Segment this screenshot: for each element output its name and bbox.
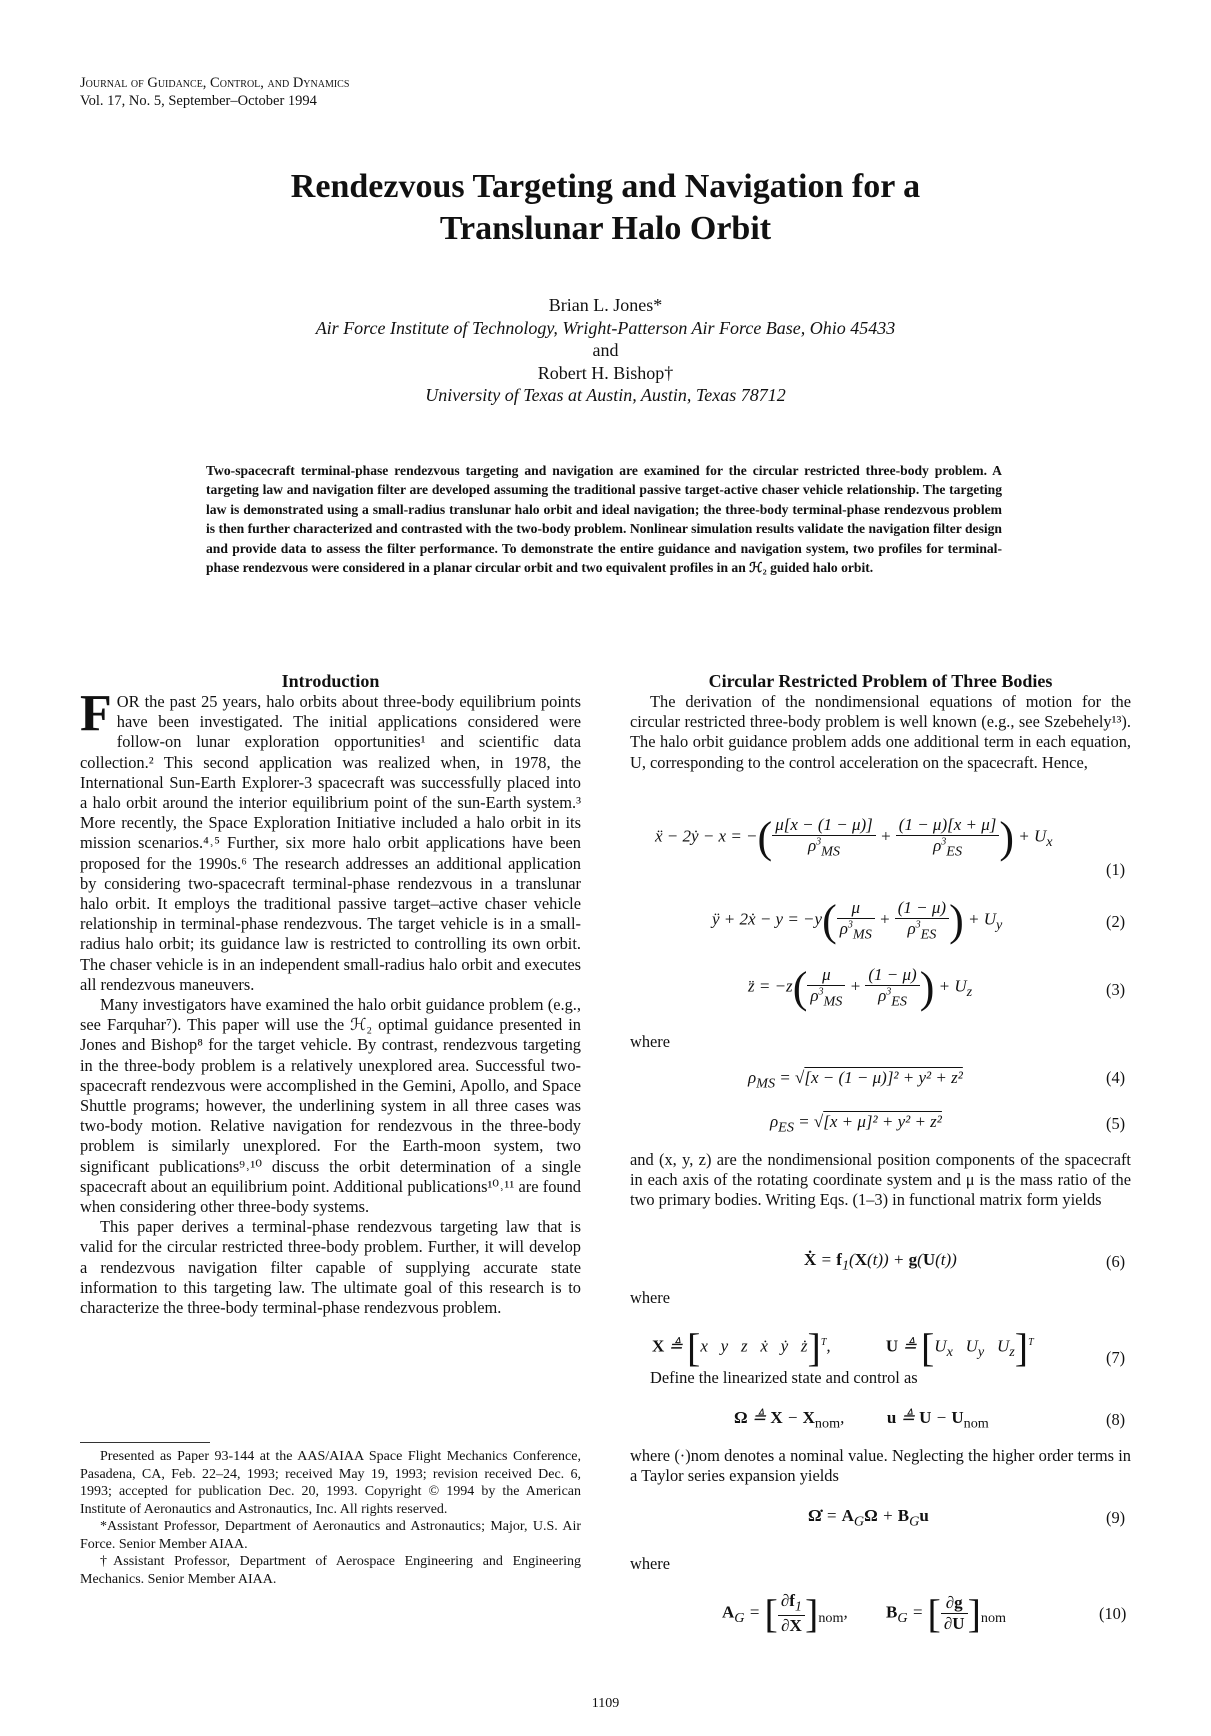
equation-number-9: (9) (1106, 1508, 1126, 1527)
equation-4: $\rho_{MS} = √[x - (1 - \mu)]^2 + y^2 + z^2$ (748, 1068, 963, 1092)
intro-heading: Introduction (281, 671, 380, 691)
intro-paragraph-1: OR the past 25 years, halo orbits about three-body equilibrium points have been investigated. The initial applications considered were follow-on lunar exploration opportunities¹ and scientific data collection.² This second application was realized when, in 1978, the International Sun-Earth Explorer-3 spacecraft was successfully placed into a halo orbit around the interior equilibrium point of the sun-Earth system.³ More recently, the Space Exploration Initiative included a halo orbit in its mission scenarios.⁴˒⁵ Further, six more halo orbit applications have been proposed for the 1990s.⁶ The research addresses an additional application by considering two-spacecraft terminal-phase rendezvous in a translunar halo orbit. It employs the traditional passive target–active chaser vehicle relationship in terminal-phase rendezvous. The target vehicle is in a small-radius halo orbit; its guidance law is restricted to controlling its own orbit. The chaser vehicle is in an independent small-radius halo orbit and executes all rendezvous maneuvers. (80, 692, 581, 994)
crp-paragraph-2: and (x, y, z) are the nondimensional position components of the spacecraft in each axis of the rotating coordinate system and μ is the mass ratio of the two primary bodies. Writing Eqs. (1–3) in functional matrix form yields (630, 1150, 1131, 1210)
equation-5: $\rho_{ES} = √[x + \mu]^2 + y^2 + z^2$ (770, 1112, 942, 1136)
crp-paragraph-3: Define the linearized state and control as (650, 1368, 918, 1387)
page-number: 1109 (591, 1696, 620, 1711)
equation-number-10: (10) (1099, 1604, 1127, 1623)
equation-number-6: (6) (1106, 1252, 1126, 1271)
title-line-2: Translunar Halo Orbit (439, 210, 772, 247)
footnote-presented: Presented as Paper 93-144 at the AAS/AIAA Space Flight Mechanics Conference, Pasadena, CA, Feb. 22–24, 1993; received May 19, 1993; revision received Dec. 6, 1993; accepted for publication Dec. 20, 1993. Copyright © 1994 by the American Institute of Aeronautics and Astronautics, Inc. All rights reserved. (80, 1449, 581, 1517)
equation-number-2: (2) (1106, 912, 1126, 931)
footnote-rule (80, 1442, 210, 1443)
intro-paragraph-3: This paper derives a terminal-phase rendezvous targeting law that is valid for the circular restricted three-body problem. Further, it will develop a rendezvous navigation filter capable of supplying accurate state information to this targeting law. The ultimate goal of this research is to characterize the three-body terminal-phase rendezvous problem. (80, 1217, 581, 1318)
equation-3: z̈ = −z( $\frac{\mu}{\rho^3_{MS}}$ + $\frac{(1 - \mu)}{\rho^3_{ES}}$ ) + $U_z$ (748, 963, 973, 1012)
crp-heading: Circular Restricted Problem of Three Bodies (708, 671, 1053, 691)
equation-9: Ω̇ = $A_G\Omega + B_Gu$ (808, 1506, 929, 1530)
crp-paragraph-4: where (·)nom denotes a nominal value. Neglecting the higher order terms in a Taylor series expansion yields (630, 1446, 1131, 1486)
where-3: where (630, 1554, 671, 1573)
author-block (0, 294, 1211, 407)
equation-8: Ω ≜ $X - X_{nom}$, u ≜ $U - U_{nom}$ (734, 1408, 989, 1432)
crp-section (630, 670, 1131, 773)
author-1: Brian L. Jones* (548, 295, 663, 315)
abstract: Two-spacecraft terminal-phase rendezvous targeting and navigation are examined for the circular restricted three-body problem. A targeting law and navigation filter are developed assuming the traditional passive target-active chaser vehicle relationship. The targeting law is demonstrated using a small-radius translunar halo orbit and ideal navigation; the three-body terminal-phase rendezvous problem is then further characterized and contrasted with the two-body problem. Nonlinear simulation results validate the navigation filter design and provide data to assess the filter performance. To demonstrate the entire guidance and navigation system, two profiles for terminal-phase rendezvous were considered in a planar circular orbit and two equivalent profiles in an ℋ₂ guided halo orbit. (206, 463, 1002, 576)
journal-header (80, 74, 349, 110)
dropcap: F (80, 685, 112, 742)
author-conjunction: and (592, 340, 619, 360)
where-2: where (630, 1288, 671, 1307)
footnotes (80, 1448, 581, 1588)
paper-title (0, 166, 1211, 250)
equation-number-5: (5) (1106, 1114, 1126, 1133)
equation-number-3: (3) (1106, 980, 1126, 999)
title-line-1: Rendezvous Targeting and Navigation for a (290, 168, 921, 205)
footnote-author-1: *Assistant Professor, Department of Aeronautics and Astronautics; Major, U.S. Air Force. Senior Member AIAA. (80, 1519, 581, 1552)
journal-name: Journal of Guidance, Control, and Dynamics (80, 75, 350, 91)
affiliation-2: University of Texas at Austin, Austin, Texas 78712 (425, 385, 786, 405)
equation-number-8: (8) (1106, 1410, 1126, 1429)
equation-2: ÿ + 2ẋ − y = −y( $\frac{\mu}{\rho^3_{MS}}$ + $\frac{(1 - \mu)}{\rho^3_{ES}}$ ) + $U_y$ (712, 896, 1003, 945)
equation-number-4: (4) (1106, 1068, 1126, 1087)
equation-7: X ≜ [x y z ẋ ẏ ż]$^T$, U ≜ [$U_x$ $U_y$ $U_z]^T$ (652, 1325, 1034, 1370)
intro-paragraph-2: Many investigators have examined the halo orbit guidance problem (e.g., see Farquhar⁷). This paper will use the ℋ₂ optimal guidance presented in Jones and Bishop⁸ for the target vehicle. By contrast, rendezvous targeting in the three-body problem is a relatively unexplored area. Successful two-spacecraft rendezvous were accomplished in the Gemini, Apollo, and Space Shuttle programs; however, the underlining system in all three cases was two-body motion. Relative navigation for rendezvous in the three-body problem is similarly unexplored. For the Earth-moon system, two significant publications⁹˒¹⁰ discuss the orbit determination of a single spacecraft about an equilibrium point. Additional publications¹⁰˒¹¹ are found when considering other three-body systems. (80, 995, 581, 1217)
where-1: where (630, 1032, 671, 1051)
footnote-author-2: †Assistant Professor, Department of Aerospace Engineering and Engineering Mechanics. Senior Member AIAA. (80, 1554, 581, 1587)
equation-number-7: (7) (1106, 1348, 1126, 1367)
crp-paragraph-1: The derivation of the nondimensional equations of motion for the circular restricted three-body problem is well known (e.g., see Szebehely¹³). The halo orbit guidance problem adds one additional term in each equation, U, corresponding to the control acceleration on the spacecraft. Hence, (630, 692, 1131, 772)
equation-number-1: (1) (1106, 860, 1126, 879)
affiliation-1: Air Force Institute of Technology, Wright-Patterson Air Force Base, Ohio 45433 (315, 317, 896, 338)
intro-section (80, 670, 581, 1318)
equation-10: $A_G$ = [ $\frac{\partial f_1}{\partial X}$ ]$_{nom}$, $B_G$ = [ $\frac{\partial g}{\partial U}$ ]$_{nom}$ (722, 1590, 1007, 1636)
equation-1: ẍ − 2ẏ − x = −( $\frac{\mu[x - (1 - \mu)]}{\rho^3_{MS}}$ + $\frac{(1 - \mu)[x + \mu]}{\rho^3_{ES}}$ ) + $U_x$ (655, 813, 1053, 862)
journal-volume: Vol. 17, No. 5, September–October 1994 (80, 93, 317, 109)
author-2: Robert H. Bishop† (537, 362, 674, 383)
equation-6: Ẋ = $f_1(X(t)) + g(U(t))$ (804, 1250, 957, 1274)
